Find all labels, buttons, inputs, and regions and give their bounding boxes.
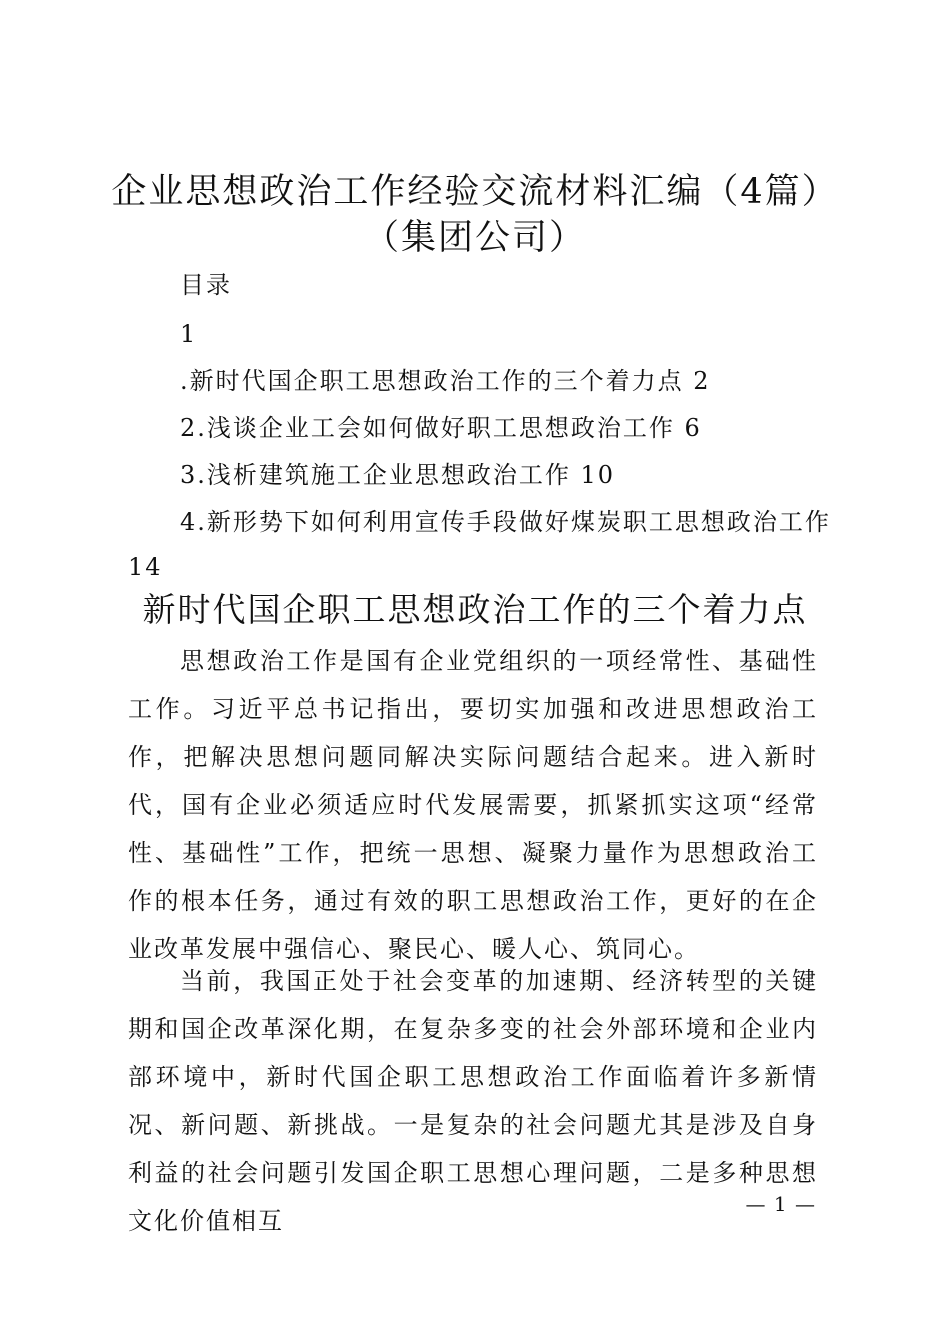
toc-item[interactable]: 3.浅析建筑施工企业思想政治工作 10 [180, 461, 616, 489]
toc-item-page-number: 14 [128, 553, 163, 581]
toc-item[interactable]: 4.新形势下如何利用宣传手段做好煤炭职工思想政治工作 [180, 508, 831, 536]
toc-number-line: 1 [180, 320, 198, 348]
page-number: — 1 — [745, 1192, 816, 1216]
body-paragraph: 当前，我国正处于社会变革的加速期、经济转型的关键期和国企改革深化期，在复杂多变的社会外部环境和企业内部环境中，新时代国企职工思想政治工作面临着许多新情况、新问题、新挑战。一是复杂的社会问题尤其是涉及自身利益的社会问题引发国企职工思想心理问题，二是多种思想文化价值相互 [128, 967, 818, 1235]
toc-heading: 目录 [180, 271, 232, 299]
toc-item[interactable]: .新时代国企职工思想政治工作的三个着力点 2 [180, 367, 711, 395]
document-title: 企业思想政治工作经验交流材料汇编（4篇） [111, 172, 839, 212]
toc-item[interactable]: 2.浅谈企业工会如何做好职工思想政治工作 6 [180, 414, 702, 442]
section-heading: 新时代国企职工思想政治工作的三个着力点 [142, 590, 808, 629]
document-subtitle: （集团公司） [363, 218, 586, 258]
body-paragraph: 思想政治工作是国有企业党组织的一项经常性、基础性工作。习近平总书记指出，要切实加强和改进思想政治工作，把解决思想问题同解决实际问题结合起来。进入新时代，国有企业必须适应时代发展需要，抓紧抓实这项“经常性、基础性”工作，把统一思想、凝聚力量作为思想政治工作的根本任务，通过有效的职工思想政治工作，更好的在企业改革发展中强信心、聚民心、暖人心、筑同心。 [128, 647, 818, 963]
